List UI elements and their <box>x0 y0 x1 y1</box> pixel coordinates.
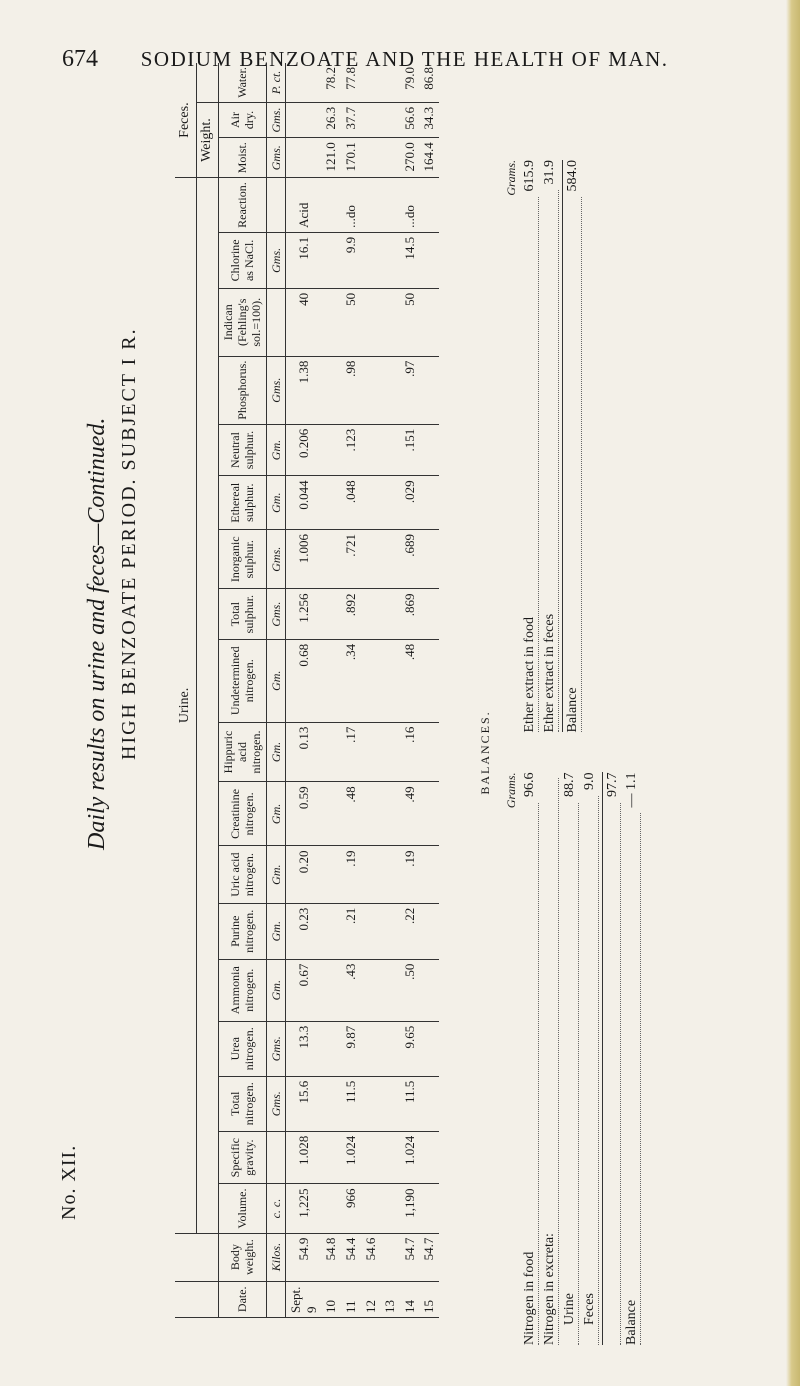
table-row <box>380 63 400 1318</box>
cell-sp-gr <box>419 1131 439 1184</box>
cell-inorg-s: 1.006 <box>286 530 322 589</box>
cell-water <box>361 63 381 102</box>
cell-volume: 1,190 <box>400 1184 420 1233</box>
cell-undet-n: .34 <box>341 639 361 722</box>
cell-indican: 40 <box>286 288 322 356</box>
cell-total-s <box>361 589 381 639</box>
cell-nacl <box>361 232 381 288</box>
water-spacer <box>196 63 218 102</box>
table-row <box>286 63 322 1318</box>
cell-hipp-n: .16 <box>400 722 420 782</box>
cell-body-weight: 54.8 <box>321 1233 341 1281</box>
cell-volume <box>361 1184 381 1233</box>
cell-water <box>380 63 400 102</box>
table-row <box>321 63 341 1318</box>
column-header: Chlorine as NaCl. <box>218 232 266 288</box>
cell-phos <box>321 356 341 424</box>
cell-air-dry <box>380 102 400 137</box>
cell-uric-n <box>380 846 400 903</box>
cell-moist: 164.4 <box>419 138 439 178</box>
column-header: Hippuric acid nitrogen. <box>218 722 266 782</box>
cell-phos: 1.38 <box>286 356 322 424</box>
cell-air-dry: 26.3 <box>321 102 341 137</box>
cell-hipp-n: .17 <box>341 722 361 782</box>
cell-body-weight <box>380 1233 400 1281</box>
cell-phos <box>419 356 439 424</box>
cell-neutral-s <box>380 424 400 476</box>
cell-total-n <box>321 1076 341 1131</box>
ether-unit: Grams. <box>504 160 518 196</box>
column-header: Ethereal sulphur. <box>218 476 266 530</box>
column-unit: Gm. <box>266 846 285 903</box>
cell-hipp-n <box>380 722 400 782</box>
cell-moist: 270.0 <box>400 138 420 178</box>
cell-uric-n: .19 <box>341 846 361 903</box>
column-unit: Gms. <box>266 356 285 424</box>
cell-water: 86.8 <box>419 63 439 102</box>
column-unit: Gm. <box>266 959 285 1021</box>
nitrogen-excreta-total: 97.7 <box>605 772 620 797</box>
column-header: Total nitrogen. <box>218 1076 266 1131</box>
column-unit <box>266 178 285 233</box>
cell-ether-s <box>321 476 341 530</box>
column-header: Air dry. <box>218 102 266 137</box>
cell-uric-n <box>361 846 381 903</box>
cell-air-dry <box>361 102 381 137</box>
cell-total-s: 1.256 <box>286 589 322 639</box>
cell-water: 79.0 <box>400 63 420 102</box>
cell-water: 77.8 <box>341 63 361 102</box>
cell-volume <box>380 1184 400 1233</box>
column-header: Water. <box>218 63 266 102</box>
cell-urea-n: 13.3 <box>286 1021 322 1076</box>
cell-volume: 966 <box>341 1184 361 1233</box>
cell-creat-n: .48 <box>341 782 361 846</box>
cell-neutral-s: .151 <box>400 424 420 476</box>
cell-inorg-s: .721 <box>341 530 361 589</box>
page-number: 674 <box>62 46 98 72</box>
cell-hipp-n: 0.13 <box>286 722 322 782</box>
cell-sp-gr <box>380 1131 400 1184</box>
cell-inorg-s <box>419 530 439 589</box>
column-unit: c. c. <box>266 1184 285 1233</box>
cell-undet-n: .48 <box>400 639 420 722</box>
nitrogen-balance-value: — 1.1 <box>624 772 639 808</box>
cell-date: 14 <box>400 1281 420 1317</box>
cell-uric-n <box>419 846 439 903</box>
cell-undet-n <box>361 639 381 722</box>
cell-sp-gr: 1.024 <box>400 1131 420 1184</box>
cell-ammonia-n <box>321 959 341 1021</box>
column-header: Total sulphur. <box>218 589 266 639</box>
column-unit: Kilos. <box>266 1233 285 1281</box>
cell-neutral-s <box>321 424 341 476</box>
cell-purine-n <box>380 903 400 959</box>
cell-reaction <box>380 178 400 233</box>
cell-ether-s: 0.044 <box>286 476 322 530</box>
column-unit: Gms. <box>266 138 285 178</box>
running-title: SODIUM BENZOATE AND THE HEALTH OF MAN. <box>140 47 669 71</box>
cell-nacl: 9.9 <box>341 232 361 288</box>
column-unit <box>266 288 285 356</box>
cell-sp-gr <box>321 1131 341 1184</box>
cell-purine-n <box>321 903 341 959</box>
cell-ether-s: .029 <box>400 476 420 530</box>
ether-feces-label: Ether extract in feces <box>542 191 559 733</box>
cell-ammonia-n <box>380 959 400 1021</box>
cell-creat-n <box>321 782 341 846</box>
cell-reaction: ...do <box>341 178 361 233</box>
cell-moist: 170.1 <box>341 138 361 178</box>
nitrogen-feces-value: 9.0 <box>582 772 597 790</box>
column-unit: Gm. <box>266 424 285 476</box>
ether-food-value: 615.9 <box>522 160 537 192</box>
cell-nacl: 14.5 <box>400 232 420 288</box>
body-weight-group <box>175 1233 218 1281</box>
cell-body-weight: 54.7 <box>419 1233 439 1281</box>
cell-water: 78.2 <box>321 63 341 102</box>
cell-ammonia-n: .43 <box>341 959 361 1021</box>
cell-date: 10 <box>321 1281 341 1317</box>
column-header: Moist. <box>218 138 266 178</box>
column-header: Reaction. <box>218 178 266 233</box>
book-spine-edge <box>786 0 800 1386</box>
cell-urea-n: 9.65 <box>400 1021 420 1076</box>
cell-urea-n <box>361 1021 381 1076</box>
column-unit: Gm. <box>266 782 285 846</box>
cell-sp-gr: 1.024 <box>341 1131 361 1184</box>
cell-inorg-s: .689 <box>400 530 420 589</box>
ether-balance-value: 584.0 <box>565 160 580 192</box>
cell-date: 12 <box>361 1281 381 1317</box>
cell-indican <box>380 288 400 356</box>
cell-inorg-s <box>380 530 400 589</box>
table-title: Daily results on urine and feces—Continued. <box>84 417 110 850</box>
column-unit: Gm. <box>266 639 285 722</box>
cell-indican <box>321 288 341 356</box>
cell-volume <box>419 1184 439 1233</box>
cell-urea-n: 9.87 <box>341 1021 361 1076</box>
cell-urea-n <box>380 1021 400 1076</box>
table-subtitle: HIGH BENZOATE PERIOD. SUBJECT I R. <box>118 327 140 760</box>
cell-undet-n <box>321 639 341 722</box>
cell-hipp-n <box>321 722 341 782</box>
cell-uric-n: 0.20 <box>286 846 322 903</box>
cell-date: 11 <box>341 1281 361 1317</box>
cell-creat-n: 0.59 <box>286 782 322 846</box>
table-row <box>361 63 381 1318</box>
cell-purine-n: 0.23 <box>286 903 322 959</box>
column-unit: Gm. <box>266 476 285 530</box>
column-header: Uric acid nitrogen. <box>218 846 266 903</box>
cell-sp-gr: 1.028 <box>286 1131 322 1184</box>
cell-body-weight: 54.9 <box>286 1233 322 1281</box>
ether-balance-label: Balance <box>565 198 582 733</box>
results-table <box>175 63 439 1318</box>
cell-air-dry: 56.6 <box>400 102 420 137</box>
cell-date: Sept. 9 <box>286 1281 322 1317</box>
cell-body-weight: 54.7 <box>400 1233 420 1281</box>
nitrogen-feces-label: Feces <box>582 796 599 1345</box>
cell-total-n <box>380 1076 400 1131</box>
cell-creat-n <box>361 782 381 846</box>
column-unit: Gms. <box>266 102 285 137</box>
cell-ether-s <box>380 476 400 530</box>
table-row <box>341 63 361 1318</box>
cell-ether-s <box>419 476 439 530</box>
cell-urea-n <box>321 1021 341 1076</box>
cell-moist <box>286 138 322 178</box>
cell-indican <box>361 288 381 356</box>
column-unit: Gms. <box>266 530 285 589</box>
nitrogen-food-label: Nitrogen in food <box>522 803 539 1345</box>
cell-nacl <box>419 232 439 288</box>
cell-indican: 50 <box>341 288 361 356</box>
cell-neutral-s: .123 <box>341 424 361 476</box>
column-header: Neutral sulphur. <box>218 424 266 476</box>
cell-nacl <box>321 232 341 288</box>
column-header: Date. <box>218 1281 266 1317</box>
column-header: Creatinine nitrogen. <box>218 782 266 846</box>
column-header: Undetermined nitrogen. <box>218 639 266 722</box>
cell-neutral-s: 0.206 <box>286 424 322 476</box>
cell-body-weight: 54.4 <box>341 1233 361 1281</box>
cell-reaction: Acid <box>286 178 322 233</box>
urine-spacer <box>196 178 218 1233</box>
cell-total-n: 15.6 <box>286 1076 322 1131</box>
column-header: Body weight. <box>218 1233 266 1281</box>
cell-sp-gr <box>361 1131 381 1184</box>
feces-group-header: Feces. <box>175 63 196 178</box>
column-header: Indican (Fehling's sol.=100). <box>218 288 266 356</box>
cell-air-dry: 34.3 <box>419 102 439 137</box>
balances-title: BALANCES. <box>478 710 492 795</box>
nitrogen-excreta-label: Nitrogen in excreta: <box>542 779 559 1346</box>
cell-volume: 1,225 <box>286 1184 322 1233</box>
nitrogen-urine-value: 88.7 <box>562 772 577 797</box>
column-unit: Gms. <box>266 1076 285 1131</box>
date-header <box>175 1281 218 1317</box>
cell-moist <box>380 138 400 178</box>
nitrogen-balance-label: Balance <box>624 814 641 1346</box>
cell-total-n: 11.5 <box>341 1076 361 1131</box>
cell-indican: 50 <box>400 288 420 356</box>
cell-creat-n <box>380 782 400 846</box>
cell-total-s: .869 <box>400 589 420 639</box>
cell-purine-n: .21 <box>341 903 361 959</box>
cell-urea-n <box>419 1021 439 1076</box>
nitrogen-balance <box>501 773 644 1346</box>
cell-neutral-s <box>419 424 439 476</box>
column-header: Inorganic sulphur. <box>218 530 266 589</box>
cell-reaction <box>419 178 439 233</box>
column-header: Volume. <box>218 1184 266 1233</box>
cell-moist <box>361 138 381 178</box>
balances-section <box>478 140 793 1365</box>
cell-hipp-n <box>361 722 381 782</box>
cell-volume <box>321 1184 341 1233</box>
ether-feces-value: 31.9 <box>542 160 557 185</box>
cell-ether-s: .048 <box>341 476 361 530</box>
weight-group-header: Weight. <box>196 102 218 177</box>
cell-total-n <box>361 1076 381 1131</box>
nitrogen-urine-label: Urine <box>562 803 579 1345</box>
cell-phos <box>380 356 400 424</box>
cell-hipp-n <box>419 722 439 782</box>
column-header: Ammonia nitrogen. <box>218 959 266 1021</box>
cell-water <box>286 63 322 102</box>
nitrogen-food-value: 96.6 <box>522 772 537 797</box>
cell-nacl: 16.1 <box>286 232 322 288</box>
cell-uric-n: .19 <box>400 846 420 903</box>
cell-total-n <box>419 1076 439 1131</box>
cell-purine-n <box>361 903 381 959</box>
cell-undet-n <box>380 639 400 722</box>
cell-inorg-s <box>321 530 341 589</box>
cell-ammonia-n <box>419 959 439 1021</box>
cell-inorg-s <box>361 530 381 589</box>
cell-undet-n <box>419 639 439 722</box>
urine-group-header: Urine. <box>175 178 196 1233</box>
table-row <box>419 63 439 1318</box>
column-unit: Gms. <box>266 1021 285 1076</box>
cell-creat-n <box>419 782 439 846</box>
cell-uric-n <box>321 846 341 903</box>
column-unit: P. ct. <box>266 63 285 102</box>
cell-date: 13 <box>380 1281 400 1317</box>
cell-total-s <box>380 589 400 639</box>
column-unit: Gms. <box>266 589 285 639</box>
cell-air-dry: 37.7 <box>341 102 361 137</box>
cell-nacl <box>380 232 400 288</box>
cell-phos: .97 <box>400 356 420 424</box>
cell-total-s <box>419 589 439 639</box>
cell-reaction: ...do <box>400 178 420 233</box>
column-header: Specific gravity. <box>218 1131 266 1184</box>
cell-total-n: 11.5 <box>400 1076 420 1131</box>
column-unit: Gm. <box>266 722 285 782</box>
cell-body-weight: 54.6 <box>361 1233 381 1281</box>
table-row <box>400 63 420 1318</box>
column-unit <box>266 1131 285 1184</box>
cell-indican <box>419 288 439 356</box>
column-header: Purine nitrogen. <box>218 903 266 959</box>
cell-total-s: .892 <box>341 589 361 639</box>
cell-ether-s <box>361 476 381 530</box>
column-unit: Gm. <box>266 903 285 959</box>
cell-purine-n <box>419 903 439 959</box>
column-header: Phosphorus. <box>218 356 266 424</box>
column-unit: Gms. <box>266 232 285 288</box>
cell-ammonia-n: .50 <box>400 959 420 1021</box>
cell-moist: 121.0 <box>321 138 341 178</box>
cell-creat-n: .49 <box>400 782 420 846</box>
cell-ammonia-n: 0.67 <box>286 959 322 1021</box>
ether-food-label: Ether extract in food <box>522 198 539 733</box>
cell-purine-n: .22 <box>400 903 420 959</box>
cell-undet-n: 0.68 <box>286 639 322 722</box>
cell-reaction <box>321 178 341 233</box>
ether-balance <box>501 160 644 733</box>
column-header: Urea nitrogen. <box>218 1021 266 1076</box>
cell-total-s <box>321 589 341 639</box>
cell-ammonia-n <box>361 959 381 1021</box>
cell-phos: .98 <box>341 356 361 424</box>
cell-phos <box>361 356 381 424</box>
column-unit <box>266 1281 285 1317</box>
cell-neutral-s <box>361 424 381 476</box>
cell-air-dry <box>286 102 322 137</box>
nitrogen-unit: Grams. <box>504 772 518 809</box>
cell-reaction <box>361 178 381 233</box>
cell-date: 15 <box>419 1281 439 1317</box>
table-number: No. XII. <box>58 1144 80 1220</box>
